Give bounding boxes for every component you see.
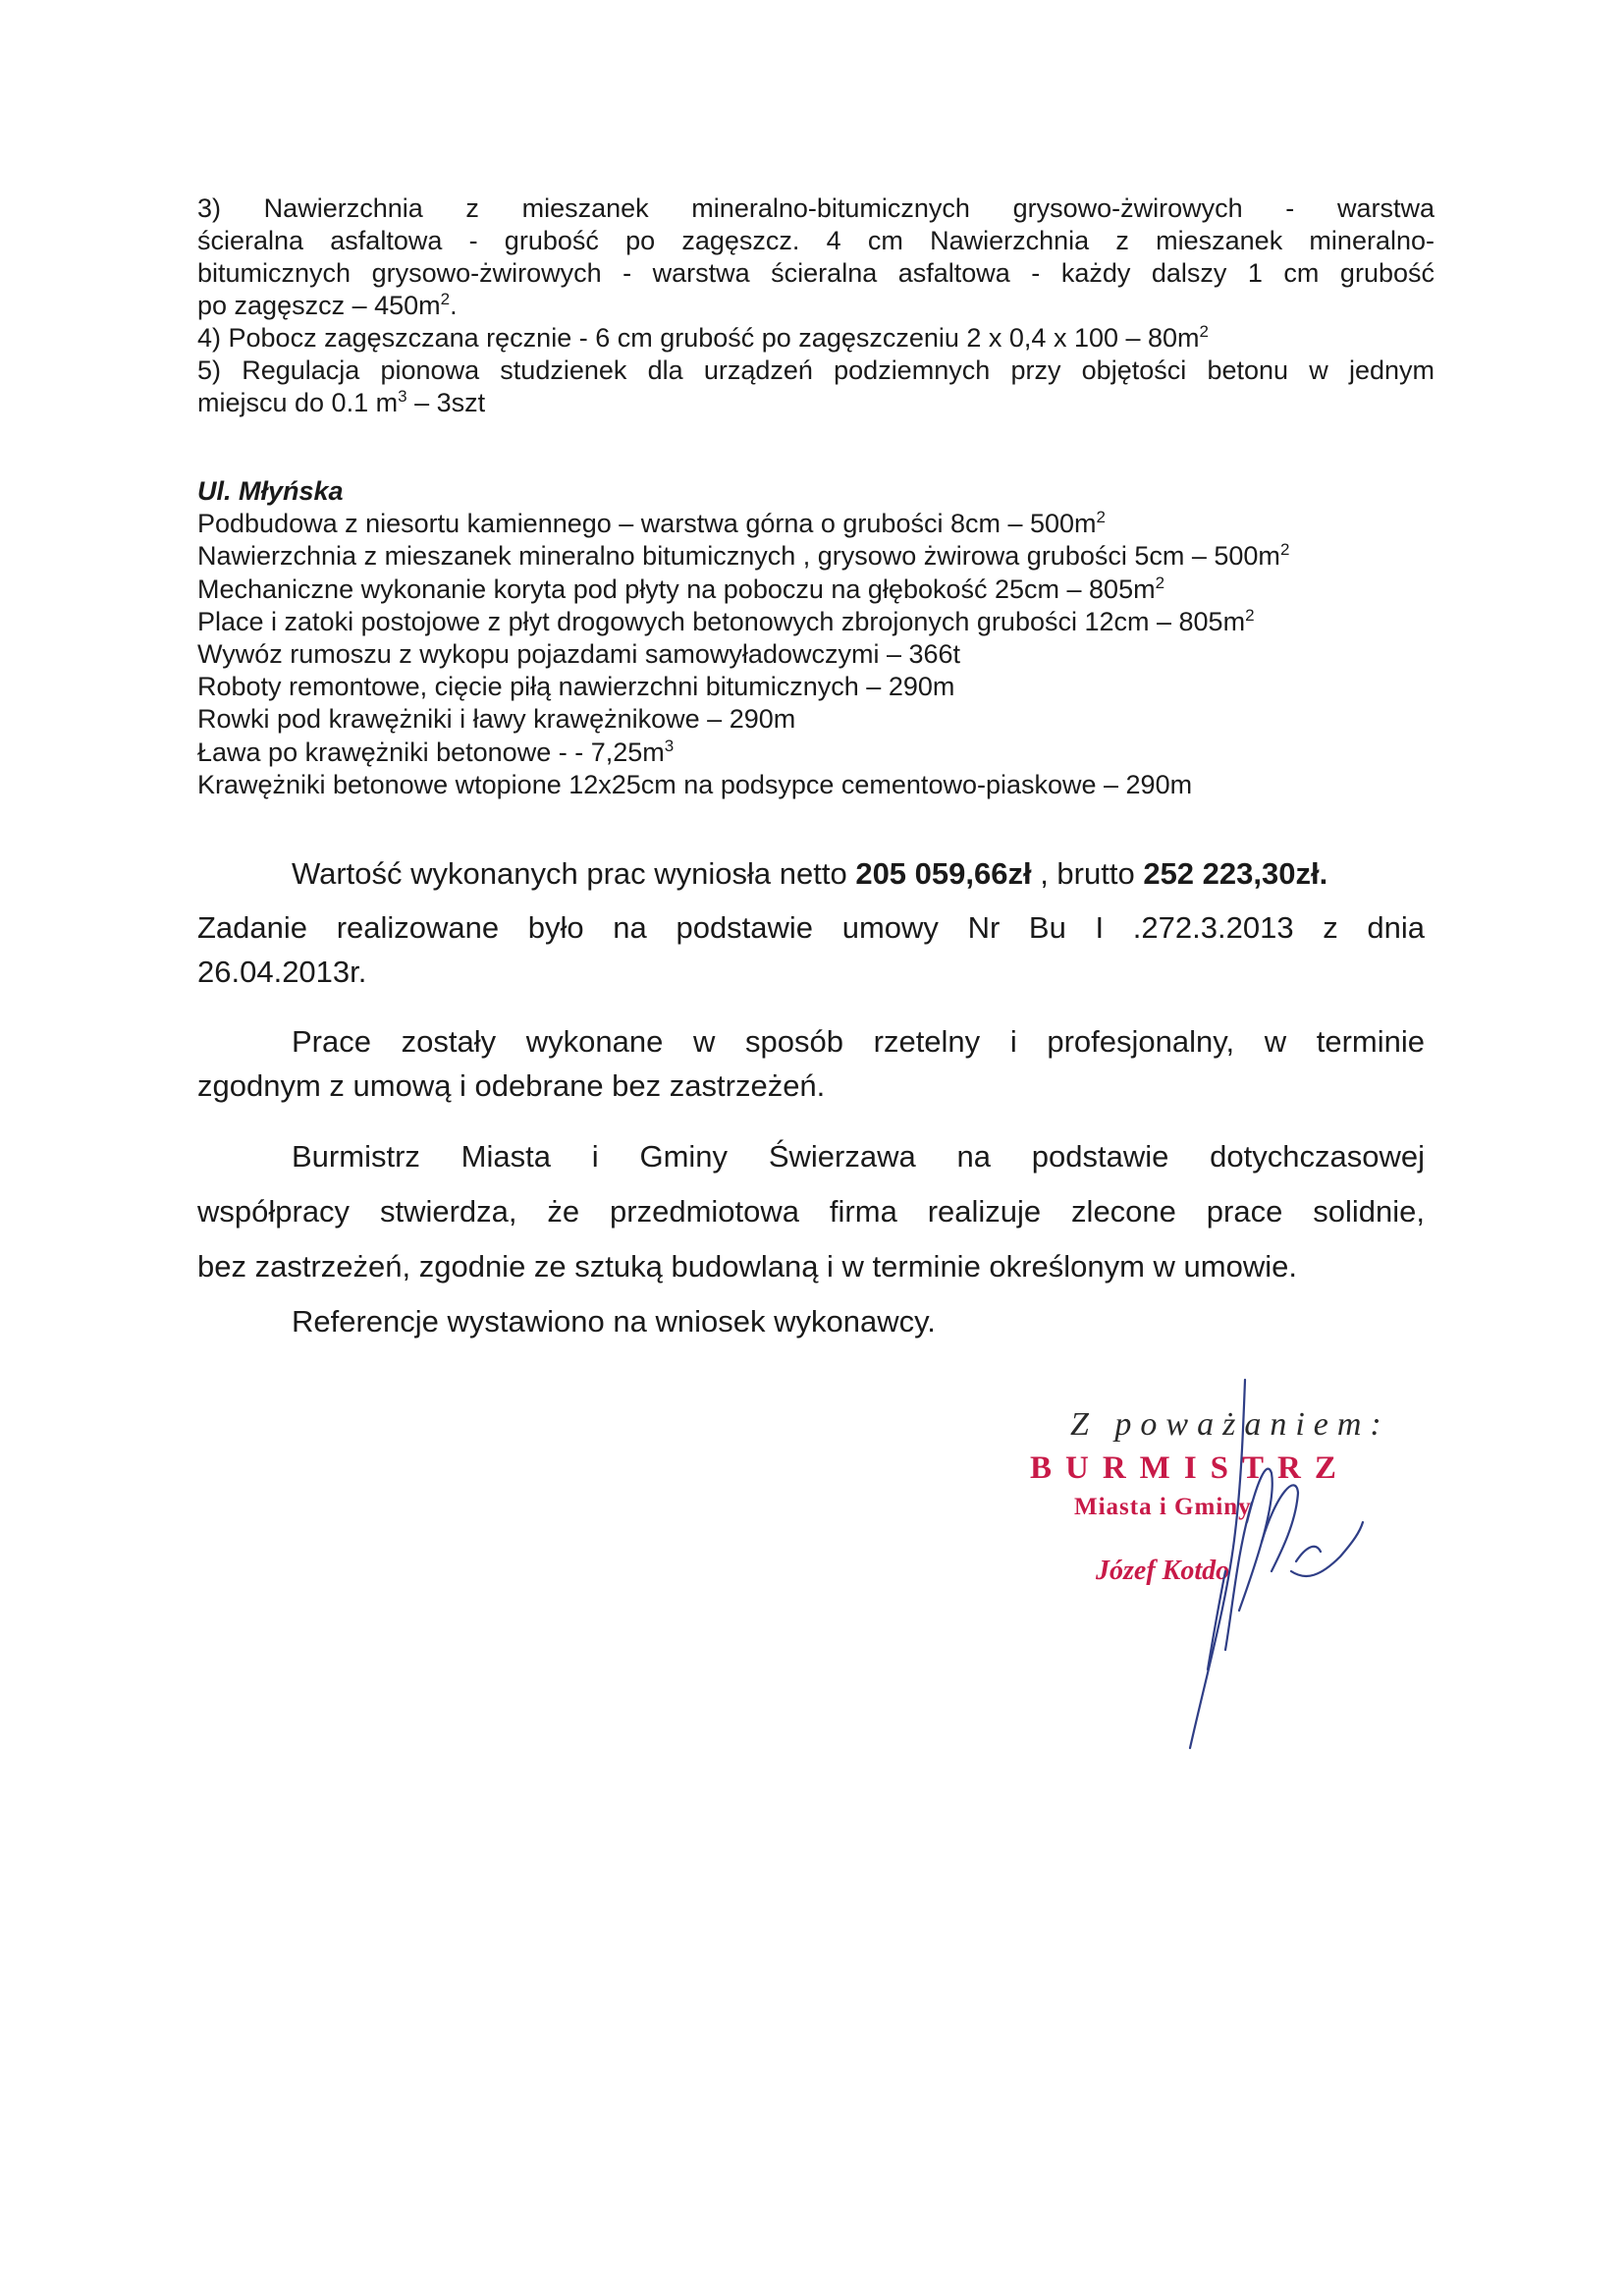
- authorization-text: Z poważaniem:: [1070, 1406, 1390, 1443]
- closing-paragraph: [197, 1299, 1425, 1343]
- street-item: Rowki pod krawężniki i ławy krawężnikowe – 290m: [197, 704, 796, 735]
- signature-stroke: [1239, 1469, 1272, 1611]
- contract-paragraph: [197, 905, 1425, 994]
- spec-item5-line: 5) Regulacja pionowa studzienek dla urządzeń podziemnych przy objętości betonu w jednym: [197, 355, 1435, 385]
- stamp-office: Miasta i Gminy: [1074, 1494, 1252, 1520]
- handwritten-signature: [1110, 1375, 1365, 1768]
- street-item: Nawierzchnia z mieszanek mineralno bitumicznych , grysowo żwirowa grubości $5cm - 500m^2$: [197, 540, 1290, 572]
- closing-line: Referencje wystawiono na wniosek wykonawcy.: [292, 1304, 936, 1339]
- mayor-line: współpracy stwierdza, że przedmiotowa firma realizuje zlecone prace solidnie,: [197, 1194, 1425, 1229]
- mayor-line: Burmistrz Miasta i Gminy Świerzawa na podstawie dotychczasowej: [292, 1139, 1425, 1174]
- street-item: Podbudowa z niesortu kamiennego – warstwa górna o grubości $8cm - 500m^2$: [197, 508, 1106, 539]
- street-heading: Ul. Młyńska: [197, 476, 344, 506]
- value-paragraph: [197, 851, 1425, 896]
- mayor-line: bez zastrzeżeń, zgodnie ze sztuką budowlaną i w terminie określonym w umowie.: [197, 1249, 1297, 1284]
- contract-line: Zadanie realizowane było na podstawie umowy Nr Bu I .272.3.2013 z dnia: [197, 910, 1425, 945]
- quality-line: zgodnym z umową i odebrane bez zastrzeżeń.: [197, 1068, 826, 1103]
- spec-item3-line: bitumicznych grysowo-żwirowych - warstwa ścieralna asfaltowa - każdy dalszy 1 cm grubość: [197, 258, 1435, 288]
- stamp-title: BURMISTRZ: [1030, 1450, 1350, 1486]
- netto-amount: 205 059,66zł: [855, 856, 1032, 891]
- specification-items: [197, 192, 1435, 419]
- street-item: Roboty remontowe, cięcie piłą nawierzchni bitumicznych – 290m: [197, 672, 955, 702]
- mayor-paragraph: [197, 1129, 1425, 1294]
- spec-item4: 4) Pobocz zagęszczana ręcznie - 6 cm grubość po zagęszczeniu 2 x 0,4 x $100 - 80m^2$: [197, 322, 1210, 353]
- signature-stroke: [1296, 1547, 1321, 1561]
- signature-stroke: [1190, 1380, 1245, 1748]
- street-item: Wywóz rumoszu z wykopu pojazdami samowyładowczymi – 366t: [197, 639, 961, 670]
- spec-item5-line: miejscu do 0.1 $m^3 - 3szt$: [197, 387, 486, 417]
- value-line: Wartość wykonanych prac wyniosła netto 205 059,66zł , brutto 252 223,30zł.: [292, 856, 1328, 891]
- quality-paragraph: [197, 1019, 1425, 1108]
- signature-stroke: [1208, 1571, 1225, 1669]
- street-item: Place i zatoki postojowe z płyt drogowych betonowych zbrojonych grubości $12cm - 805m^2$: [197, 605, 1255, 636]
- signature-stroke: [1262, 1485, 1298, 1571]
- spec-item3-line: ścieralna asfaltowa - grubość po zagęszcz. 4 cm Nawierzchnia z mieszanek mineralno-: [197, 226, 1435, 255]
- stamp-name: Józef Kotdo: [1096, 1556, 1230, 1586]
- quality-line: Prace zostały wykonane w sposób rzetelny i profesjonalny, w terminie: [292, 1024, 1425, 1059]
- street-item: Krawężniki betonowe wtopione 12x25cm na podsypce cementowo-piaskowe – 290m: [197, 769, 1193, 799]
- signature-stroke: [1291, 1522, 1363, 1576]
- contract-line: 26.04.2013r.: [197, 955, 367, 989]
- brutto-amount: 252 223,30zł.: [1143, 856, 1328, 891]
- street-item: Ława po krawężniki betonowe - - $7,25m^3$: [197, 736, 675, 767]
- street-section: [197, 475, 1454, 801]
- spec-item3-last-line: po zagęszcz – $450m^2$.: [197, 290, 458, 320]
- spec-item3-line: 3) Nawierzchnia z mieszanek mineralno-bitumicznych grysowo-żwirowych - warstwa: [197, 193, 1435, 223]
- street-item: Mechaniczne wykonanie koryta pod płyty na poboczu na głębokość $25cm - 805m^2$: [197, 573, 1165, 604]
